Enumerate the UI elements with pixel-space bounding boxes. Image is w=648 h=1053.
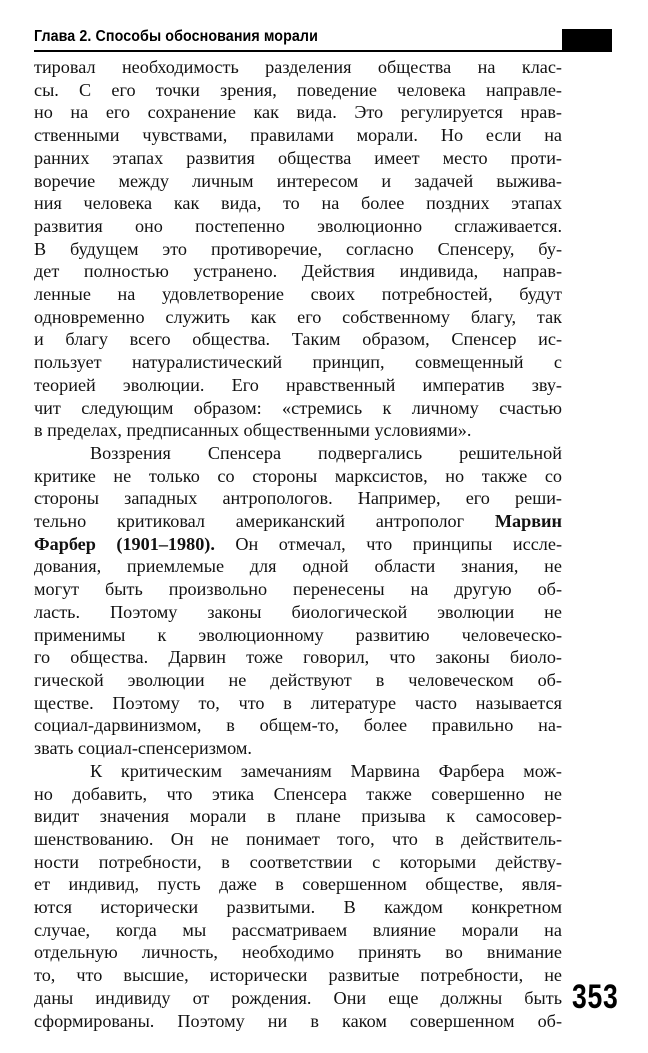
text-line: В будущем это противоречие, согласно Спенсеру, бу-	[34, 238, 562, 259]
person-name-dates: Фарбер (1901–1980).	[34, 533, 215, 554]
text-line: то, что высшие, исторически развитые потребности, не	[34, 965, 562, 986]
text-line: одновременно служить как его собственному благу, так	[34, 306, 562, 327]
text-line: ранних этапах развития общества имеет место проти-	[34, 147, 562, 168]
text-line: в пределах, предписанных общественными условиями».	[34, 420, 472, 441]
text-line: ленные на удовлетворение своих потребностей, будут	[34, 284, 562, 305]
page-body	[34, 56, 562, 1032]
text-line: развития оно постепенно эволюционно сглаживается.	[34, 215, 562, 236]
text-line	[34, 510, 562, 533]
chapter-title: Глава 2. Способы обоснования морали	[34, 28, 318, 45]
text-run: Он отмечал, что принципы иссле-	[214, 533, 563, 554]
text-line: Воззрения Спенсера подвергались решительной	[90, 442, 562, 463]
text-line: пользует натуралистический принцип, совмещенный с	[34, 352, 562, 373]
text-line	[34, 533, 562, 556]
text-line: ния человека как вида, то на более поздних этапах	[34, 193, 562, 214]
text-line: но на его сохранение как вида. Это регулируется нрав-	[34, 102, 562, 123]
text-line: могут быть произвольно перенесены на другую об-	[34, 579, 562, 600]
text-line: социал-дарвинизмом, в общем-то, более правильно на-	[34, 715, 562, 736]
text-line: дования, приемлемые для одной области знания, не	[34, 556, 562, 577]
text-run: тельно критиковал американский антрополог	[34, 511, 495, 532]
text-line: сы. С его точки зрения, поведение человека направле-	[34, 79, 562, 100]
text-line: случае, когда мы рассматриваем влияние морали на	[34, 919, 562, 940]
text-line: звать социал-спенсеризмом.	[34, 738, 252, 759]
text-line: ности потребности, в соответствии с которыми действу-	[34, 851, 562, 872]
text-line: ственными чувствами, правилами морали. Но если на	[34, 125, 562, 146]
paragraph-1	[34, 56, 562, 442]
text-line: гической эволюции не действуют в человеческом об-	[34, 669, 562, 690]
text-line: даны индивиду от рождения. Они еще должны быть	[34, 987, 562, 1008]
text-line: критике не только со стороны марксистов, но также со	[34, 465, 562, 486]
text-line: отдельную личность, необходимо принять во внимание	[34, 942, 562, 963]
text-line: применимы к эволюционному развитию человеческо-	[34, 624, 562, 645]
text-line: видит значения морали в плане призыва к самосовер-	[34, 806, 562, 827]
text-line: ществе. Поэтому то, что в литературе часто называется	[34, 692, 562, 713]
text-line: чит следующим образом: «стремись к личному счастью	[34, 397, 562, 418]
text-line: и благу всего общества. Таким образом, Спенсер ис-	[34, 329, 562, 350]
text-line: стороны западных антропологов. Например, его реши-	[34, 488, 562, 509]
header-black-block	[562, 29, 612, 50]
text-line: ет индивид, пусть даже в совершенном обществе, явля-	[34, 874, 562, 895]
text-line: шенствованию. Он не понимает того, что в действитель-	[34, 828, 562, 849]
page-number: 353	[572, 978, 619, 1016]
person-name: Марвин	[494, 511, 562, 532]
text-line: го общества. Дарвин тоже говорил, что законы биоло-	[34, 647, 562, 668]
header-rule	[34, 50, 612, 52]
running-header	[34, 26, 612, 54]
paragraph-3	[34, 760, 562, 1032]
text-line: но добавить, что этика Спенсера также совершенно не	[34, 783, 562, 804]
text-line: ются исторически развитыми. В каждом конкретном	[34, 897, 562, 918]
text-line: сформированы. Поэтому ни в каком совершенном об-	[34, 1010, 562, 1031]
text-line: тировал необходимость разделения общества на клас-	[34, 57, 562, 77]
text-line: теорией эволюции. Его нравственный императив зву-	[34, 374, 562, 395]
text-line: воречие между личным интересом и задачей выжива-	[34, 170, 562, 191]
text-line: ласть. Поэтому законы биологической эволюции не	[34, 601, 562, 622]
text-line: дет полностью устранено. Действия индивида, направ-	[34, 261, 562, 282]
text-line: К критическим замечаниям Марвина Фарбера мож-	[90, 760, 562, 781]
paragraph-2	[34, 442, 562, 760]
